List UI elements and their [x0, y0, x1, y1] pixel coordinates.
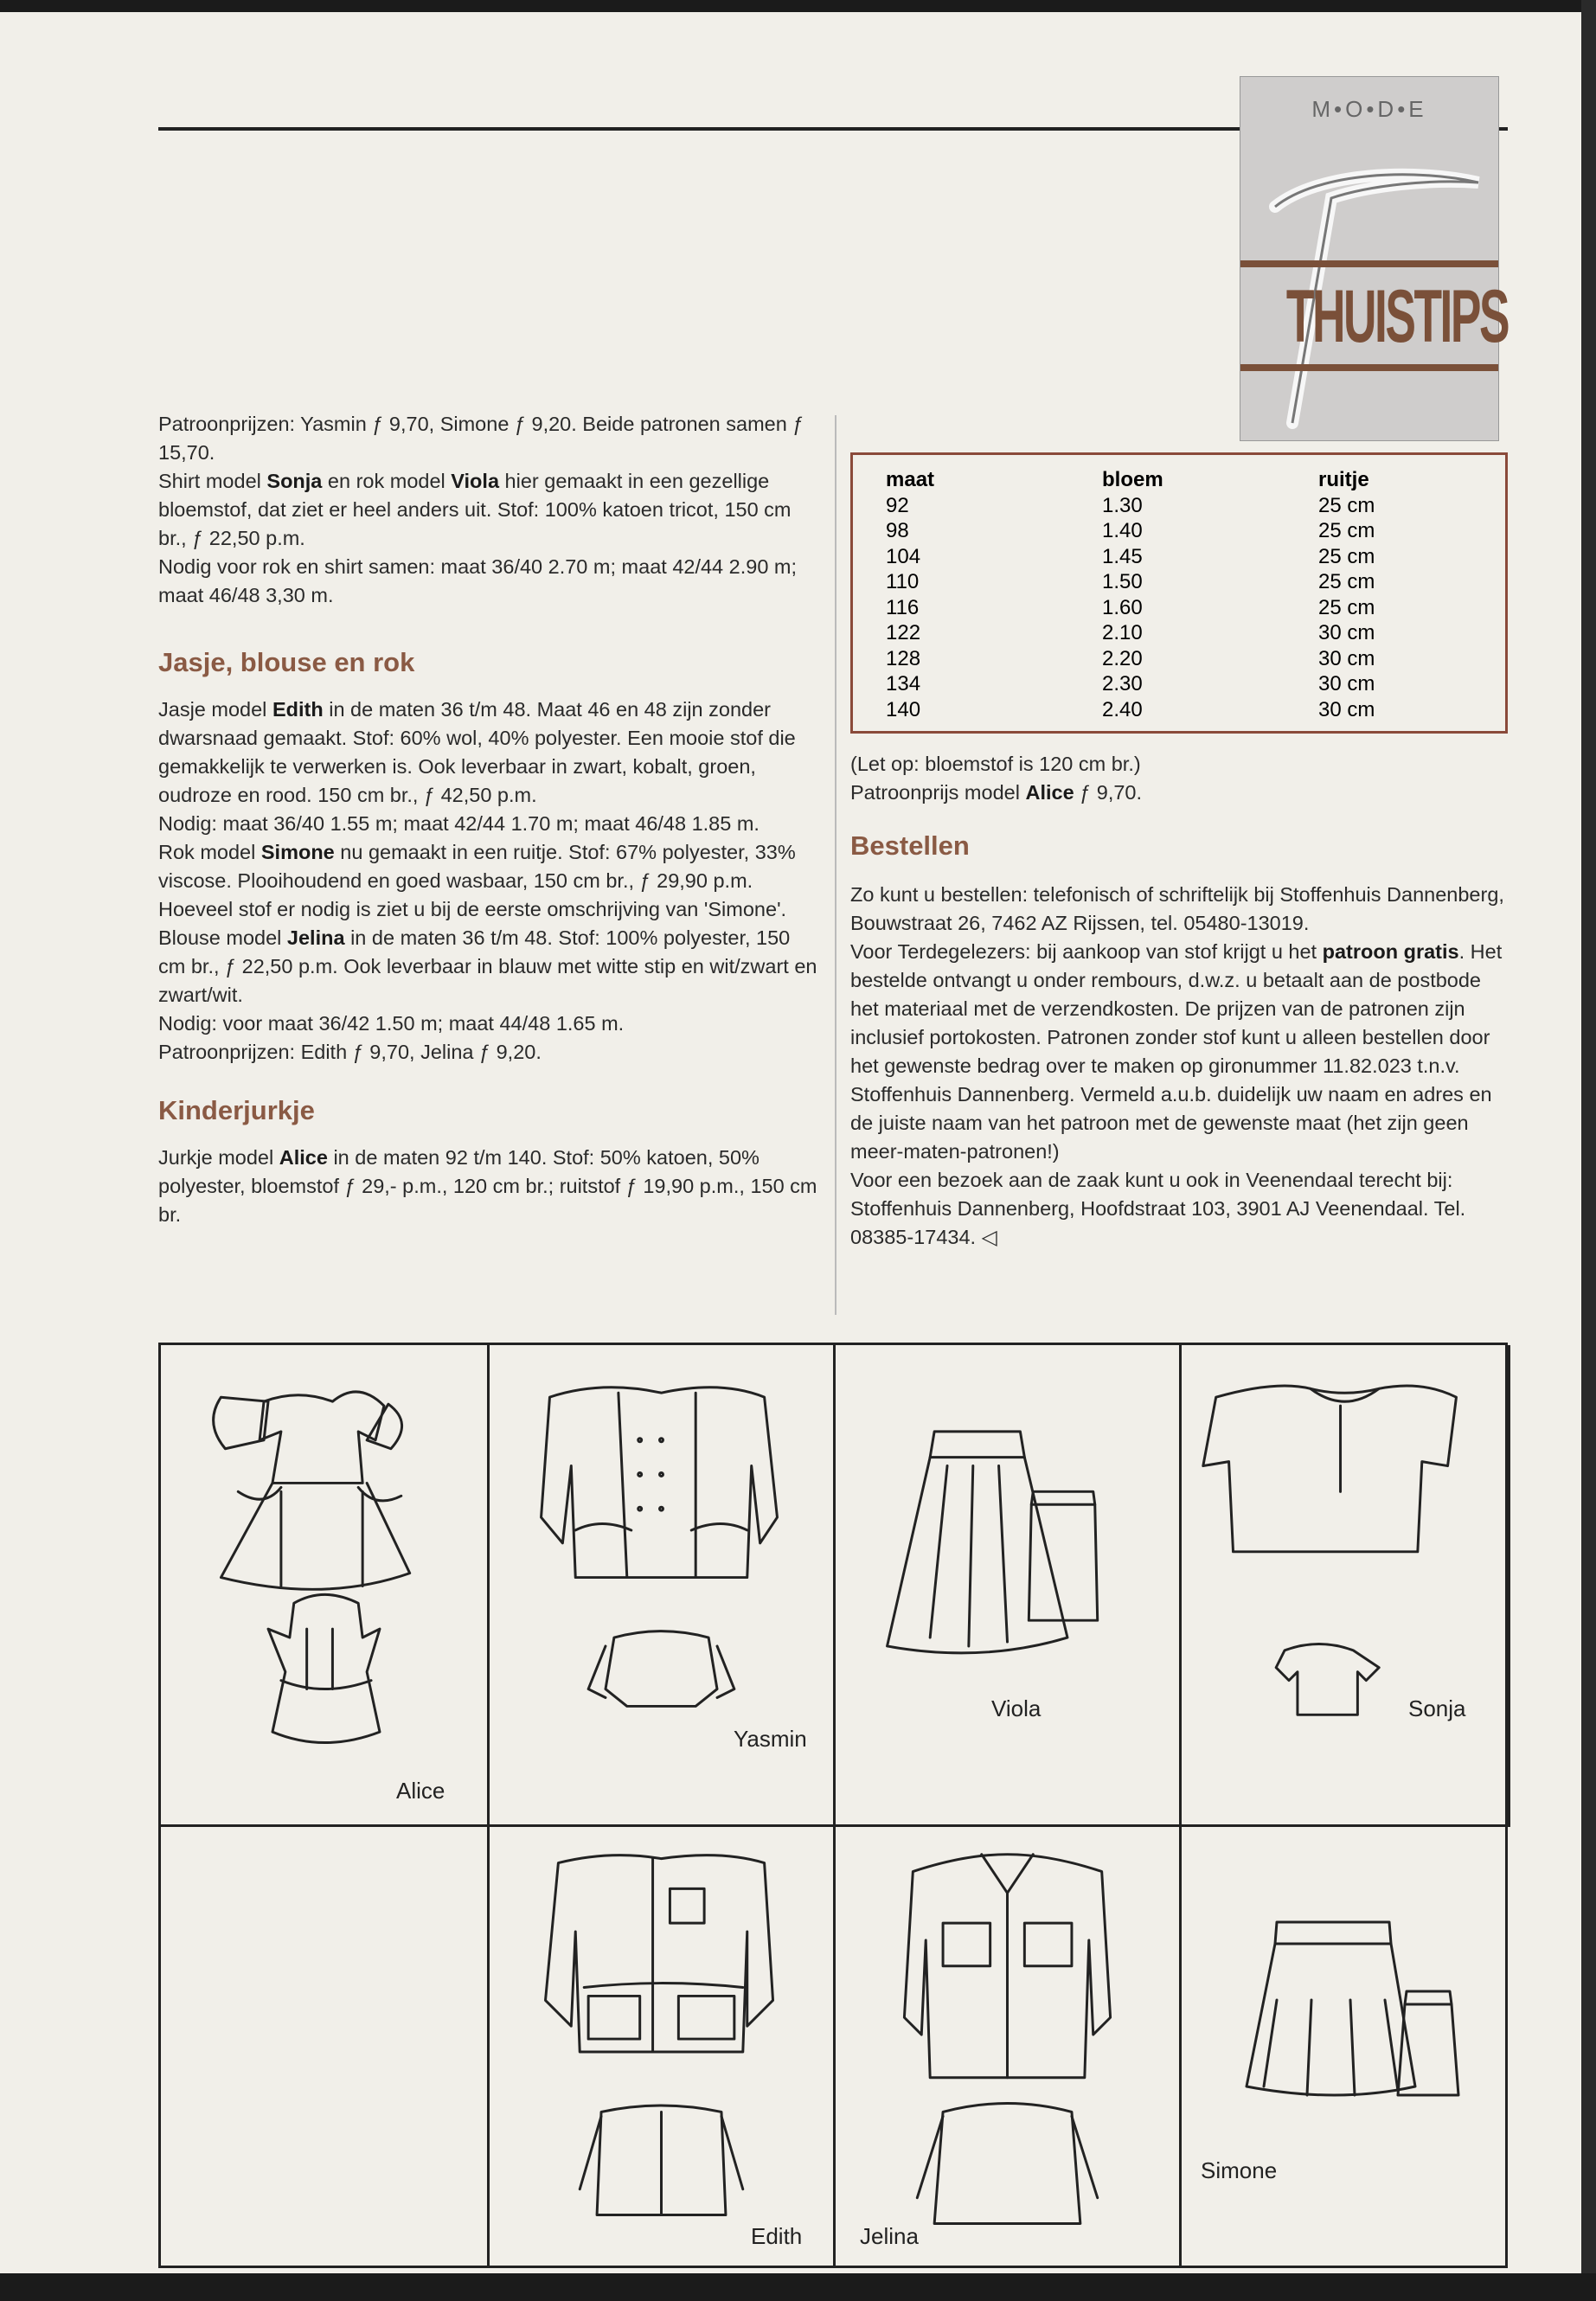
left-column: [158, 410, 817, 1229]
logo-t-swash: [1240, 77, 1509, 440]
table-row: [853, 493, 1505, 519]
table-cell: 25 cm: [1318, 570, 1375, 593]
table-row: [853, 544, 1505, 570]
section-heading-kinderjurkje: Kinderjurkje: [158, 1095, 315, 1125]
table-cell: 1.50: [1102, 570, 1143, 593]
table-body: [853, 493, 1505, 723]
table-cell: 110: [886, 570, 920, 593]
body-paragraph: Nodig: maat 36/40 1.55 m; maat 42/44 1.70 m; maat 46/48 1.85 m.: [158, 812, 760, 835]
viola-skirt-sketch: [836, 1345, 1179, 1824]
thuistips-logo: [1240, 76, 1509, 441]
brand-wordmark: THUISTIPS: [1285, 275, 1509, 358]
scan-edge-top: [0, 0, 1596, 12]
scan-edge-bottom: [0, 2273, 1596, 2301]
mode-label: M•O•D•E: [1311, 96, 1427, 122]
section-heading-jasje: Jasje, blouse en rok: [158, 647, 415, 677]
header-bloem: bloem: [1102, 468, 1163, 491]
table-cell: 1.60: [1102, 595, 1143, 619]
table-row: [853, 697, 1505, 723]
label-sonja: Sonja: [1408, 1695, 1466, 1721]
table-cell: 2.30: [1102, 672, 1143, 695]
table-row: [853, 595, 1505, 621]
table-row: [853, 569, 1505, 595]
body-paragraph: Rok model Simone nu gemaakt in een ruitje. Stof: 67% polyester, 33% viscose. Plooihoudend en goed wasbaar, 150 cm br., ƒ 29,90 p.m. Hoeveel stof er nodig is ziet u bij de eerste omschrijving van 'Simone'.: [158, 841, 796, 920]
sketch-cell-edith: [490, 1827, 836, 2266]
size-table: [850, 452, 1508, 734]
table-cell: 98: [886, 519, 909, 542]
sketch-cell-yasmin: [490, 1345, 836, 1827]
sketch-cell-sonja: [1182, 1345, 1510, 1827]
table-cell: 25 cm: [1318, 519, 1375, 542]
table-cell: 30 cm: [1318, 621, 1375, 644]
order-paragraph: Voor een bezoek aan de zaak kunt u ook in Veenendaal terecht bij: Stoffenhuis Dannenberg, Hoofdstraat 103, 3901 AJ Veenendaal. Tel. 08385-17434. ◁: [850, 1169, 1466, 1248]
table-cell: 128: [886, 646, 921, 670]
label-simone: Simone: [1201, 2157, 1278, 2183]
edith-jacket-sketch: [490, 1827, 833, 2266]
table-cell: 104: [886, 544, 921, 568]
label-alice: Alice: [396, 1778, 445, 1804]
table-note: (Let op: bloemstof is 120 cm br.): [850, 753, 1141, 775]
table-cell: 30 cm: [1318, 697, 1375, 721]
label-jelina: Jelina: [860, 2223, 919, 2249]
table-cell: 2.10: [1102, 621, 1143, 644]
table-row: [853, 518, 1505, 544]
table-note: Patroonprijs model Alice ƒ 9,70.: [850, 781, 1143, 804]
table-cell: 25 cm: [1318, 493, 1375, 517]
sketch-cell-viola: [836, 1345, 1182, 1827]
section-heading-bestellen: Bestellen: [850, 830, 970, 861]
header-ruitje: ruitje: [1318, 468, 1369, 491]
table-cell: 25 cm: [1318, 595, 1375, 619]
intro-paragraph: Patroonprijzen: Yasmin ƒ 9,70, Simone ƒ 9,20. Beide patronen samen ƒ 15,70.: [158, 413, 804, 464]
order-paragraph: Voor Terdegelezers: bij aankoop van stof krijgt u het patroon gratis. Het bestelde ontvangt u onder rembours, d.w.z. u betaalt aan de postbode het materiaal met de verzendkosten. De prijzen van de patronen zijn inclusief portokosten. Patronen zonder stof kunt u alleen bestellen door het gewenste bedrag over te maken op gironummer 11.82.023 t.n.v. Stoffenhuis Dannenberg. Vermeld a.u.b. duidelijk uw naam en adres en de juiste naam van het patroon met de gewenste maat (het zijn geen meer-maten-patronen!): [850, 940, 1503, 1163]
right-column: [850, 750, 1508, 1252]
order-paragraph: Zo kunt u bestellen: telefonisch of schriftelijk bij Stoffenhuis Dannenberg, Bouwstraat 26, 7462 AZ Rijssen, tel. 05480-13019.: [850, 883, 1504, 934]
table-cell: 1.40: [1102, 519, 1143, 542]
table-cell: 1.30: [1102, 493, 1143, 517]
logo-bar-top: [1240, 260, 1498, 267]
jelina-blouse-sketch: [836, 1827, 1179, 2266]
table-cell: 140: [886, 697, 921, 721]
table-cell: 30 cm: [1318, 672, 1375, 695]
column-divider: [835, 415, 836, 1315]
label-viola: Viola: [991, 1695, 1042, 1721]
scan-edge-right: [1581, 0, 1596, 2301]
label-edith: Edith: [751, 2223, 803, 2249]
table-cell: 25 cm: [1318, 544, 1375, 568]
table-cell: 116: [886, 595, 920, 619]
table-row: [853, 620, 1505, 646]
header-maat: maat: [886, 468, 935, 491]
sonja-shirt-sketch: [1182, 1345, 1508, 1824]
table-row: [853, 671, 1505, 697]
body-paragraph: Blouse model Jelina in de maten 36 t/m 48. Stof: 100% polyester, 150 cm br., ƒ 22,50 p.m. Ook leverbaar in blauw met witte stip en wit/zwart en zwart/wit.: [158, 926, 817, 1006]
body-paragraph: Jurkje model Alice in de maten 92 t/m 140. Stof: 50% katoen, 50% polyester, bloemstof ƒ 29,- p.m., 120 cm br.; ruitstof ƒ 19,90 p.m., 150 cm br.: [158, 1146, 817, 1226]
body-paragraph: Patroonprijzen: Edith ƒ 9,70, Jelina ƒ 9,20.: [158, 1041, 542, 1063]
label-yasmin: Yasmin: [734, 1726, 807, 1752]
table-cell: 2.40: [1102, 697, 1143, 721]
sketch-cell-simone: [1182, 1827, 1510, 2266]
table-cell: 1.45: [1102, 544, 1143, 568]
table-cell: 134: [886, 672, 921, 695]
simone-skirt-sketch: [1182, 1827, 1510, 2266]
logo-bar-bottom: [1240, 364, 1498, 371]
intro-paragraph: Shirt model Sonja en rok model Viola hier gemaakt in een gezellige bloemstof, dat ziet er heel anders uit. Stof: 100% katoen tricot, 150 cm br., ƒ 22,50 p.m.: [158, 470, 792, 549]
sketch-cell-jelina: [836, 1827, 1182, 2266]
empty-cell: [161, 1827, 490, 2266]
body-paragraph: Jasje model Edith in de maten 36 t/m 48. Maat 46 en 48 zijn zonder dwarsnaad gemaakt. Stof: 60% wol, 40% polyester. Een mooie stof die gemakkelijk te verwerken is. Ook leverbaar in zwart, kobalt, groen, oudroze en rood. 150 cm br., ƒ 42,50 p.m.: [158, 698, 796, 806]
table-cell: 122: [886, 621, 921, 644]
table-header: [853, 467, 1505, 493]
table-cell: 2.20: [1102, 646, 1143, 670]
table-cell: 30 cm: [1318, 646, 1375, 670]
table-row: [853, 646, 1505, 672]
body-paragraph: Nodig: voor maat 36/42 1.50 m; maat 44/48 1.65 m.: [158, 1012, 625, 1035]
sketch-grid: [158, 1343, 1508, 2268]
table-cell: 92: [886, 493, 909, 517]
sketch-cell-alice: [161, 1345, 490, 1827]
intro-paragraph: Nodig voor rok en shirt samen: maat 36/40 2.70 m; maat 42/44 2.90 m; maat 46/48 3,30 m.: [158, 555, 798, 606]
alice-dress-sketch: [161, 1345, 487, 1824]
